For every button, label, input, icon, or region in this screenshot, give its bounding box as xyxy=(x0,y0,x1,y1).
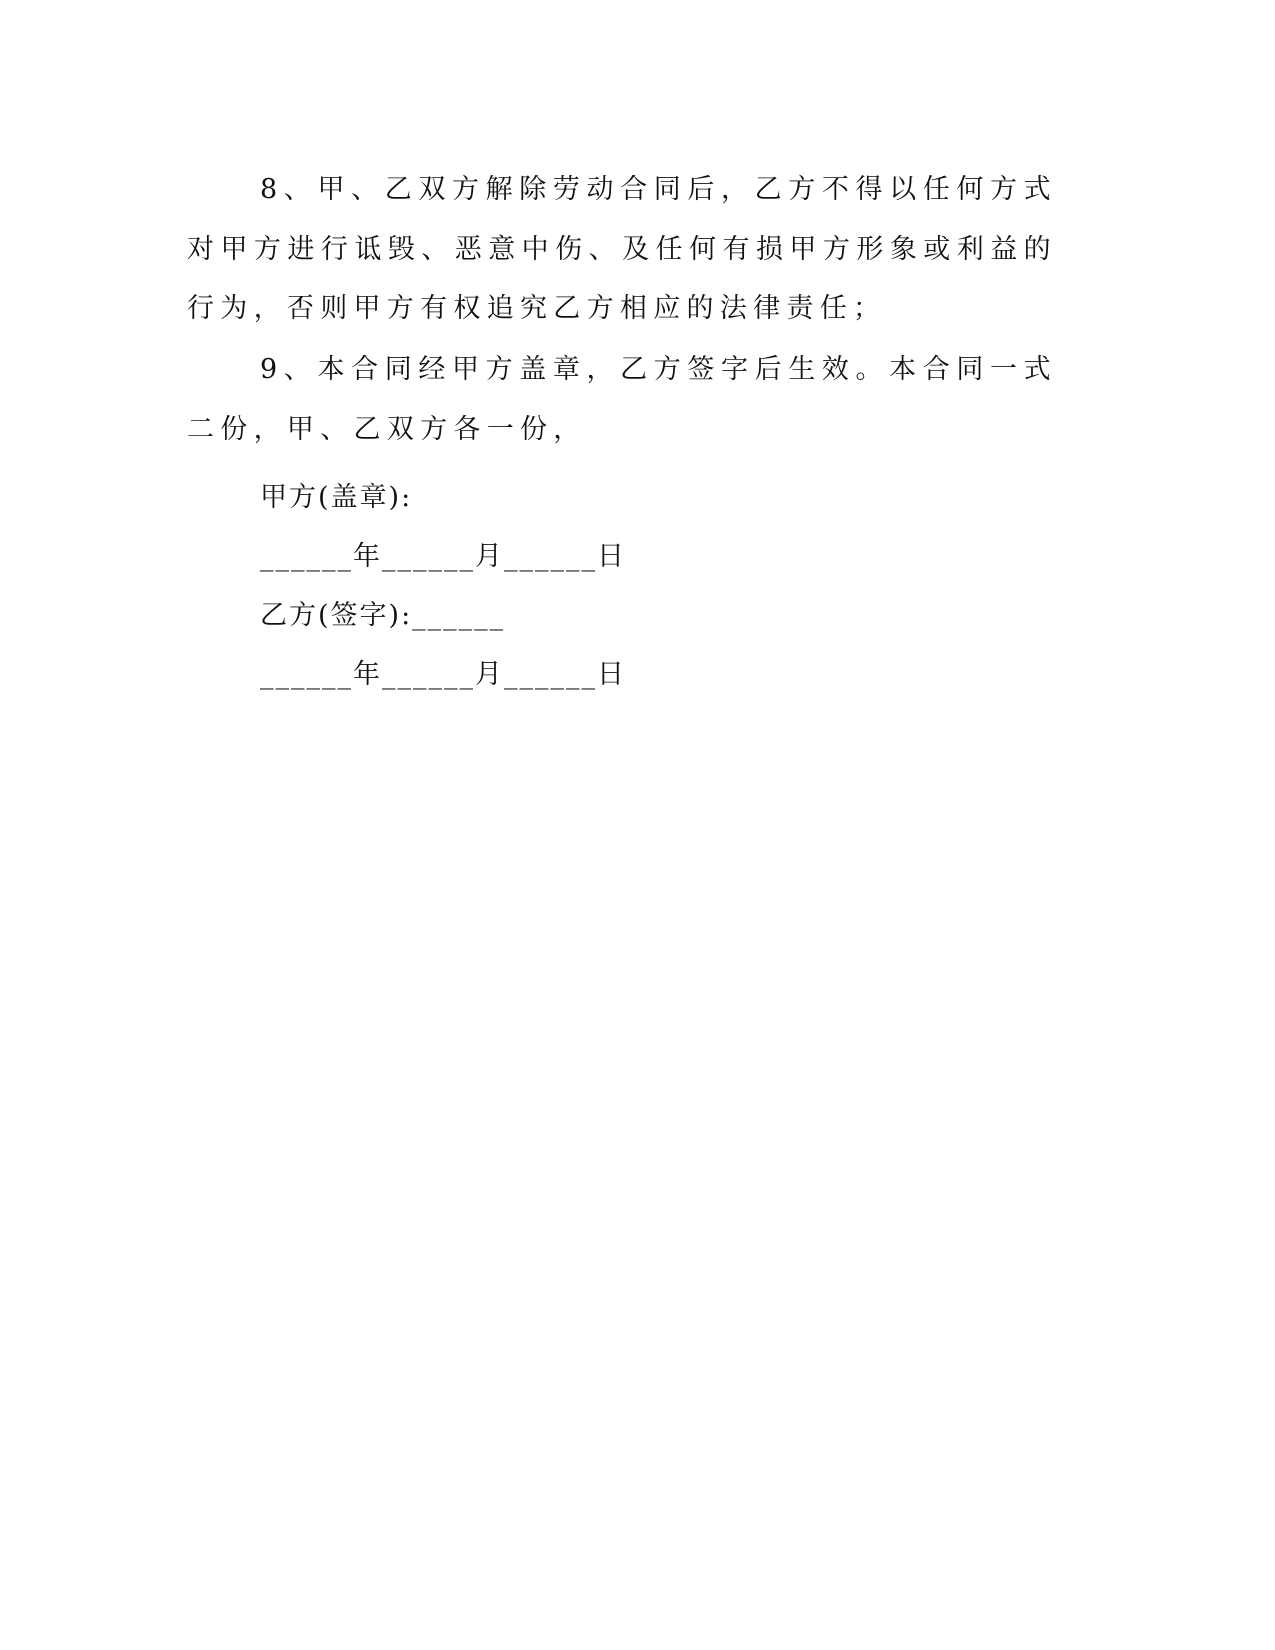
party-b-date-line: ______年______月______日 xyxy=(260,659,626,690)
clause-8-paragraph: 8、甲、乙双方解除劳动合同后，乙方不得以任何方式对甲方进行诋毁、恶意中伤、及任何有损甲方形象或利益的行为，否则甲方有权追究乙方相应的法律责任； xyxy=(187,174,1057,324)
party-a-date-line: ______年______月______日 xyxy=(260,541,626,572)
party-b-signature-label: 乙方(签字):______ xyxy=(260,600,506,631)
clause-9-paragraph: 9、本合同经甲方盖章，乙方签字后生效。本合同一式二份，甲、乙双方各一份， xyxy=(187,354,1057,445)
party-a-seal-label: 甲方(盖章): xyxy=(260,482,413,513)
